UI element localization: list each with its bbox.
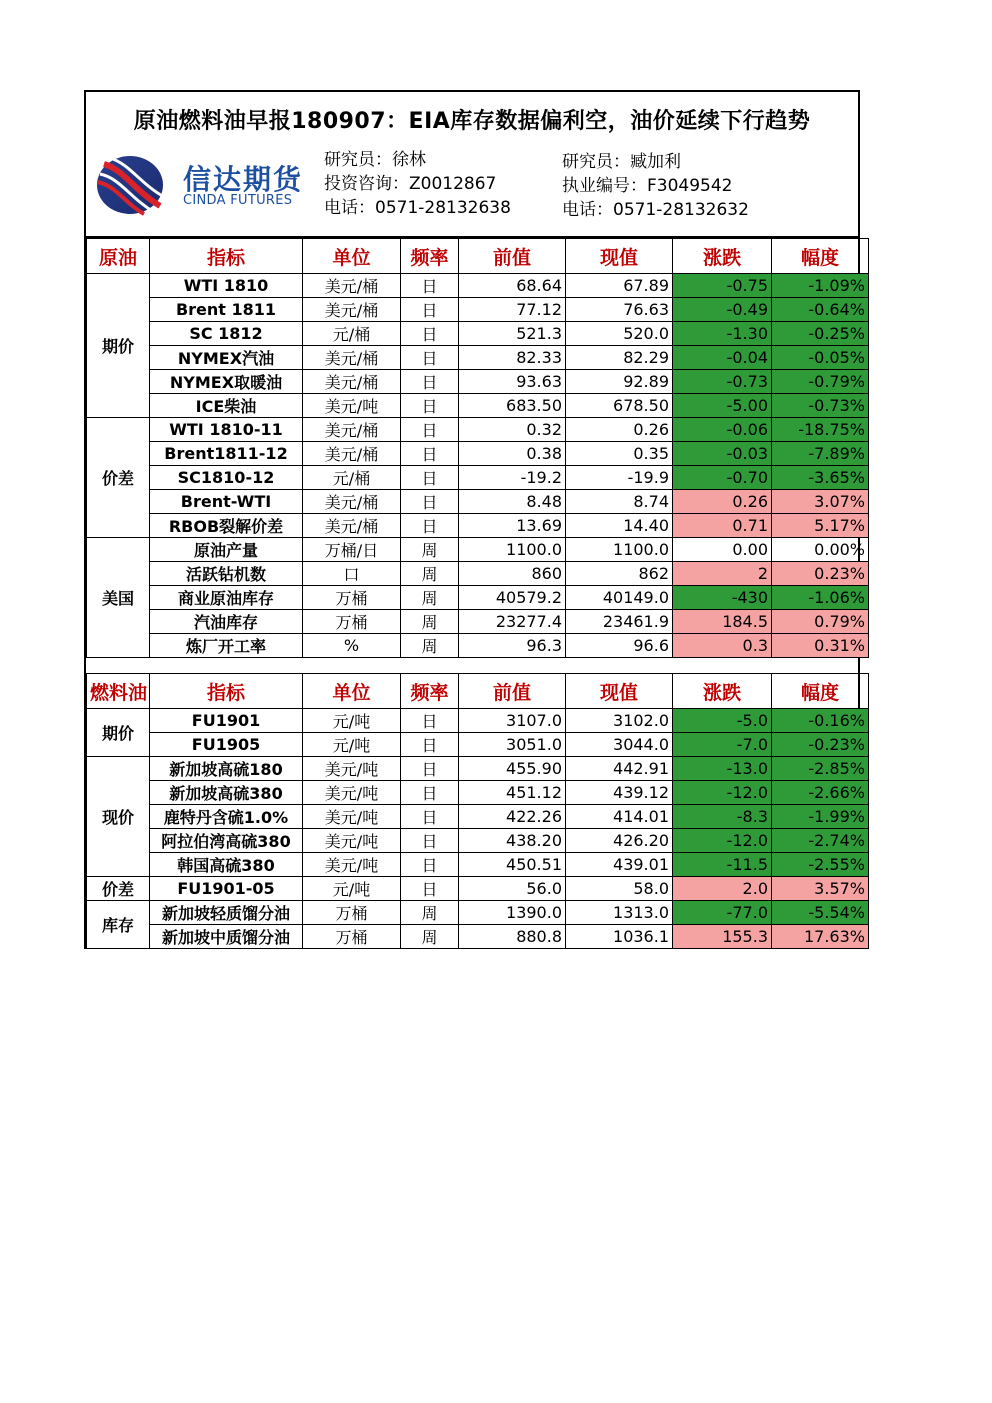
previous-value-cell: 455.90	[459, 757, 566, 781]
unit-cell: 美元/吨	[303, 805, 401, 829]
group-label: 价差	[87, 418, 150, 538]
frequency-cell: 日	[401, 514, 459, 538]
change-pct-cell: 0.79%	[772, 610, 869, 634]
indicator-cell: FU1905	[150, 733, 303, 757]
table-row	[87, 538, 869, 562]
researcher-name: 研究员：臧加利	[562, 152, 681, 172]
current-value-cell: 96.6	[566, 634, 673, 658]
frequency-cell: 日	[401, 394, 459, 418]
group-label: 库存	[87, 901, 150, 949]
frequency-cell: 周	[401, 538, 459, 562]
indicator-cell: 韩国高硫380	[150, 853, 303, 877]
frequency-cell: 日	[401, 709, 459, 733]
previous-value-cell: 1100.0	[459, 538, 566, 562]
column-header: 现值	[566, 239, 673, 274]
change-cell: -0.70	[673, 466, 772, 490]
change-cell: 2	[673, 562, 772, 586]
change-pct-cell: -7.89%	[772, 442, 869, 466]
current-value-cell: 1313.0	[566, 901, 673, 925]
change-pct-cell: -0.79%	[772, 370, 869, 394]
previous-value-cell: 13.69	[459, 514, 566, 538]
frequency-cell: 日	[401, 829, 459, 853]
change-pct-cell: 3.07%	[772, 490, 869, 514]
unit-cell: 元/桶	[303, 322, 401, 346]
change-cell: -0.03	[673, 442, 772, 466]
previous-value-cell: 96.3	[459, 634, 566, 658]
current-value-cell: 67.89	[566, 274, 673, 298]
change-pct-cell: 5.17%	[772, 514, 869, 538]
change-pct-cell: -0.64%	[772, 298, 869, 322]
data-table	[86, 238, 869, 949]
change-cell: -7.0	[673, 733, 772, 757]
change-pct-cell: -5.54%	[772, 901, 869, 925]
current-value-cell: 0.26	[566, 418, 673, 442]
table-row	[87, 781, 869, 805]
current-value-cell: 58.0	[566, 877, 673, 901]
change-pct-cell: -0.23%	[772, 733, 869, 757]
table-row	[87, 346, 869, 370]
frequency-cell: 日	[401, 853, 459, 877]
change-pct-cell: -2.66%	[772, 781, 869, 805]
indicator-cell: FU1901	[150, 709, 303, 733]
unit-cell: 元/吨	[303, 709, 401, 733]
researcher-phone: 电话：0571-28132638	[324, 198, 511, 218]
column-header: 幅度	[772, 239, 869, 274]
change-cell: 184.5	[673, 610, 772, 634]
change-pct-cell: -1.99%	[772, 805, 869, 829]
frequency-cell: 日	[401, 370, 459, 394]
change-cell: -5.00	[673, 394, 772, 418]
change-pct-cell: -0.16%	[772, 709, 869, 733]
column-header: 单位	[303, 239, 401, 274]
change-cell: -0.49	[673, 298, 772, 322]
previous-value-cell: 56.0	[459, 877, 566, 901]
researcher-name: 研究员：徐林	[324, 150, 426, 170]
unit-cell: 美元/桶	[303, 418, 401, 442]
current-value-cell: 1036.1	[566, 925, 673, 949]
frequency-cell: 日	[401, 877, 459, 901]
column-header: 涨跌	[673, 239, 772, 274]
change-pct-cell: 0.00%	[772, 538, 869, 562]
frequency-cell: 周	[401, 634, 459, 658]
change-cell: -13.0	[673, 757, 772, 781]
current-value-cell: 3102.0	[566, 709, 673, 733]
indicator-cell: NYMEX取暖油	[150, 370, 303, 394]
unit-cell: 万桶	[303, 610, 401, 634]
table-row	[87, 805, 869, 829]
group-label: 价差	[87, 877, 150, 901]
unit-cell: 美元/桶	[303, 442, 401, 466]
indicator-cell: 新加坡中质馏分油	[150, 925, 303, 949]
frequency-cell: 周	[401, 586, 459, 610]
current-value-cell: 678.50	[566, 394, 673, 418]
current-value-cell: 3044.0	[566, 733, 673, 757]
previous-value-cell: 0.32	[459, 418, 566, 442]
change-cell: -430	[673, 586, 772, 610]
change-pct-cell: -1.09%	[772, 274, 869, 298]
change-cell: -8.3	[673, 805, 772, 829]
previous-value-cell: 0.38	[459, 442, 566, 466]
change-cell: -0.73	[673, 370, 772, 394]
unit-cell: 万桶	[303, 901, 401, 925]
section-name: 燃料油	[87, 674, 150, 709]
unit-cell: 元/桶	[303, 466, 401, 490]
section-header-row	[87, 674, 869, 709]
researcher-license: 执业编号：F3049542	[562, 176, 733, 196]
change-pct-cell: -0.25%	[772, 322, 869, 346]
unit-cell: 美元/桶	[303, 346, 401, 370]
current-value-cell: 862	[566, 562, 673, 586]
table-row	[87, 394, 869, 418]
researcher-info-1	[324, 148, 511, 220]
change-pct-cell: 3.57%	[772, 877, 869, 901]
current-value-cell: 14.40	[566, 514, 673, 538]
frequency-cell: 日	[401, 490, 459, 514]
current-value-cell: 8.74	[566, 490, 673, 514]
change-pct-cell: -18.75%	[772, 418, 869, 442]
frequency-cell: 日	[401, 781, 459, 805]
table-row	[87, 634, 869, 658]
change-cell: 0.26	[673, 490, 772, 514]
column-header: 单位	[303, 674, 401, 709]
unit-cell: 美元/吨	[303, 781, 401, 805]
table-row	[87, 442, 869, 466]
table-row	[87, 709, 869, 733]
frequency-cell: 日	[401, 274, 459, 298]
table-row	[87, 466, 869, 490]
change-cell: -12.0	[673, 829, 772, 853]
table-row	[87, 877, 869, 901]
change-cell: -0.06	[673, 418, 772, 442]
frequency-cell: 日	[401, 733, 459, 757]
change-pct-cell: 17.63%	[772, 925, 869, 949]
unit-cell: 万桶/日	[303, 538, 401, 562]
current-value-cell: 1100.0	[566, 538, 673, 562]
current-value-cell: 439.01	[566, 853, 673, 877]
current-value-cell: -19.9	[566, 466, 673, 490]
previous-value-cell: 880.8	[459, 925, 566, 949]
unit-cell: 美元/桶	[303, 370, 401, 394]
column-header: 现值	[566, 674, 673, 709]
previous-value-cell: 3107.0	[459, 709, 566, 733]
report-title: 原油燃料油早报180907：EIA库存数据偏利空，油价延续下行趋势	[133, 109, 811, 134]
current-value-cell: 414.01	[566, 805, 673, 829]
frequency-cell: 日	[401, 322, 459, 346]
indicator-cell: Brent 1811	[150, 298, 303, 322]
indicator-cell: WTI 1810	[150, 274, 303, 298]
frequency-cell: 周	[401, 901, 459, 925]
previous-value-cell: 93.63	[459, 370, 566, 394]
change-cell: -11.5	[673, 853, 772, 877]
current-value-cell: 520.0	[566, 322, 673, 346]
table-row	[87, 514, 869, 538]
researcher-info-2	[562, 150, 749, 222]
table-row	[87, 490, 869, 514]
unit-cell: 美元/吨	[303, 853, 401, 877]
current-value-cell: 23461.9	[566, 610, 673, 634]
frequency-cell: 周	[401, 610, 459, 634]
indicator-cell: 鹿特丹含硫1.0%	[150, 805, 303, 829]
change-pct-cell: -3.65%	[772, 466, 869, 490]
column-header: 幅度	[772, 674, 869, 709]
change-pct-cell: -1.06%	[772, 586, 869, 610]
spacer-cell	[87, 658, 869, 674]
current-value-cell: 82.29	[566, 346, 673, 370]
section-name: 原油	[87, 239, 150, 274]
indicator-cell: ICE柴油	[150, 394, 303, 418]
column-header: 频率	[401, 239, 459, 274]
frequency-cell: 日	[401, 298, 459, 322]
brand-name-cn: 信达期货	[183, 163, 304, 196]
change-pct-cell: -2.74%	[772, 829, 869, 853]
indicator-cell: 商业原油库存	[150, 586, 303, 610]
column-header: 前值	[459, 239, 566, 274]
previous-value-cell: 683.50	[459, 394, 566, 418]
unit-cell: 美元/桶	[303, 298, 401, 322]
unit-cell: 美元/吨	[303, 394, 401, 418]
change-cell: 0.3	[673, 634, 772, 658]
group-label: 期价	[87, 274, 150, 418]
change-cell: -5.0	[673, 709, 772, 733]
table-row	[87, 925, 869, 949]
indicator-cell: 新加坡轻质馏分油	[150, 901, 303, 925]
table-row	[87, 757, 869, 781]
indicator-cell: 炼厂开工率	[150, 634, 303, 658]
table-row	[87, 829, 869, 853]
previous-value-cell: 451.12	[459, 781, 566, 805]
change-pct-cell: -2.85%	[772, 757, 869, 781]
previous-value-cell: 8.48	[459, 490, 566, 514]
section-spacer	[87, 658, 869, 674]
indicator-cell: WTI 1810-11	[150, 418, 303, 442]
change-pct-cell: -0.05%	[772, 346, 869, 370]
change-cell: -12.0	[673, 781, 772, 805]
indicator-cell: 阿拉伯湾高硫380	[150, 829, 303, 853]
unit-cell: 美元/桶	[303, 514, 401, 538]
unit-cell: 口	[303, 562, 401, 586]
unit-cell: %	[303, 634, 401, 658]
frequency-cell: 日	[401, 466, 459, 490]
indicator-cell: RBOB裂解价差	[150, 514, 303, 538]
cinda-logo-icon	[96, 154, 168, 216]
change-cell: 0.71	[673, 514, 772, 538]
unit-cell: 美元/桶	[303, 490, 401, 514]
indicator-cell: 新加坡高硫380	[150, 781, 303, 805]
group-label: 现价	[87, 757, 150, 877]
previous-value-cell: -19.2	[459, 466, 566, 490]
unit-cell: 元/吨	[303, 877, 401, 901]
researcher-license: 投资咨询：Z0012867	[324, 174, 497, 194]
current-value-cell: 0.35	[566, 442, 673, 466]
table-row	[87, 274, 869, 298]
table-row	[87, 418, 869, 442]
previous-value-cell: 3051.0	[459, 733, 566, 757]
change-cell: -0.75	[673, 274, 772, 298]
current-value-cell: 76.63	[566, 298, 673, 322]
unit-cell: 元/吨	[303, 733, 401, 757]
previous-value-cell: 68.64	[459, 274, 566, 298]
table-row	[87, 586, 869, 610]
column-header: 指标	[150, 674, 303, 709]
current-value-cell: 426.20	[566, 829, 673, 853]
table-row	[87, 562, 869, 586]
change-cell: -0.04	[673, 346, 772, 370]
indicator-cell: NYMEX汽油	[150, 346, 303, 370]
table-row	[87, 733, 869, 757]
indicator-cell: 新加坡高硫180	[150, 757, 303, 781]
indicator-cell: FU1901-05	[150, 877, 303, 901]
change-pct-cell: -2.55%	[772, 853, 869, 877]
current-value-cell: 92.89	[566, 370, 673, 394]
indicator-cell: 汽油库存	[150, 610, 303, 634]
frequency-cell: 日	[401, 346, 459, 370]
previous-value-cell: 438.20	[459, 829, 566, 853]
previous-value-cell: 40579.2	[459, 586, 566, 610]
frequency-cell: 日	[401, 757, 459, 781]
report-sheet	[84, 90, 865, 949]
indicator-cell: SC 1812	[150, 322, 303, 346]
column-header: 频率	[401, 674, 459, 709]
unit-cell: 万桶	[303, 586, 401, 610]
current-value-cell: 40149.0	[566, 586, 673, 610]
previous-value-cell: 521.3	[459, 322, 566, 346]
current-value-cell: 442.91	[566, 757, 673, 781]
frequency-cell: 日	[401, 418, 459, 442]
table-row	[87, 298, 869, 322]
unit-cell: 美元/吨	[303, 829, 401, 853]
change-cell: -77.0	[673, 901, 772, 925]
indicator-cell: Brent-WTI	[150, 490, 303, 514]
unit-cell: 美元/吨	[303, 757, 401, 781]
change-cell: 0.00	[673, 538, 772, 562]
current-value-cell: 439.12	[566, 781, 673, 805]
brand-name-en: CINDA FUTURES	[183, 193, 293, 208]
change-cell: -1.30	[673, 322, 772, 346]
column-header: 指标	[150, 239, 303, 274]
frequency-cell: 周	[401, 562, 459, 586]
indicator-cell: 原油产量	[150, 538, 303, 562]
frequency-cell: 周	[401, 925, 459, 949]
previous-value-cell: 77.12	[459, 298, 566, 322]
frequency-cell: 日	[401, 442, 459, 466]
indicator-cell: Brent1811-12	[150, 442, 303, 466]
change-cell: 155.3	[673, 925, 772, 949]
column-header: 涨跌	[673, 674, 772, 709]
indicator-cell: SC1810-12	[150, 466, 303, 490]
group-label: 美国	[87, 538, 150, 658]
change-pct-cell: 0.31%	[772, 634, 869, 658]
change-pct-cell: 0.23%	[772, 562, 869, 586]
section-header-row	[87, 239, 869, 274]
column-header: 前值	[459, 674, 566, 709]
frequency-cell: 日	[401, 805, 459, 829]
group-label: 期价	[87, 709, 150, 757]
table-row	[87, 853, 869, 877]
table-row	[87, 610, 869, 634]
previous-value-cell: 82.33	[459, 346, 566, 370]
unit-cell: 万桶	[303, 925, 401, 949]
previous-value-cell: 23277.4	[459, 610, 566, 634]
report-header	[86, 92, 858, 238]
previous-value-cell: 1390.0	[459, 901, 566, 925]
change-pct-cell: -0.73%	[772, 394, 869, 418]
table-row	[87, 322, 869, 346]
previous-value-cell: 422.26	[459, 805, 566, 829]
unit-cell: 美元/桶	[303, 274, 401, 298]
previous-value-cell: 860	[459, 562, 566, 586]
indicator-cell: 活跃钻机数	[150, 562, 303, 586]
researcher-phone: 电话：0571-28132632	[562, 200, 749, 220]
change-cell: 2.0	[673, 877, 772, 901]
table-row	[87, 901, 869, 925]
table-row	[87, 370, 869, 394]
previous-value-cell: 450.51	[459, 853, 566, 877]
